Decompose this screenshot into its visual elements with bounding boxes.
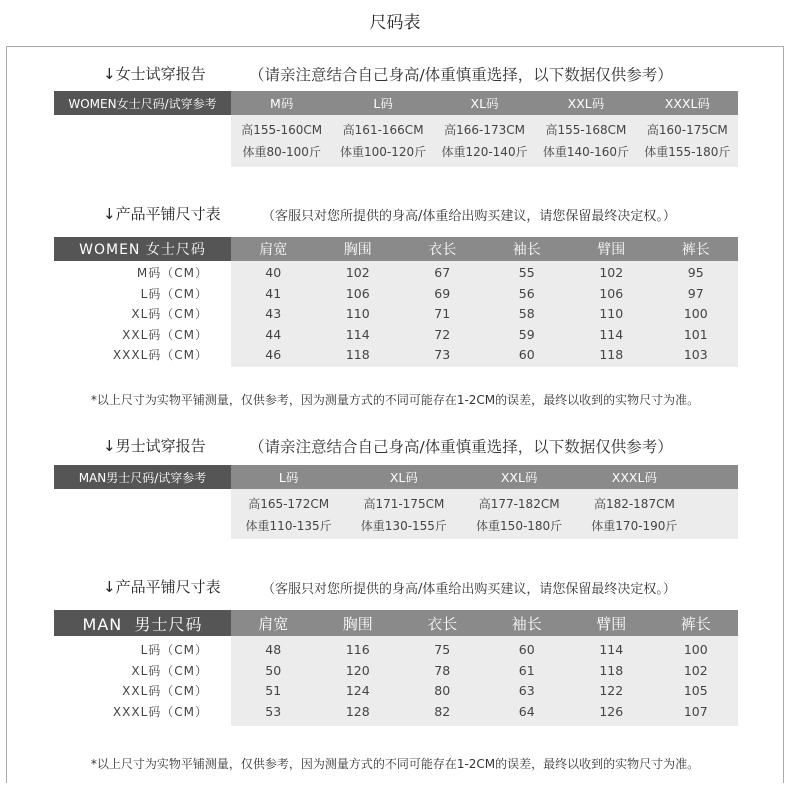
table-cell: 106 (599, 285, 624, 301)
table-cell: 51 (265, 683, 282, 698)
women-fit-size-bar (231, 91, 738, 115)
women-table-values (231, 263, 738, 366)
weight-range: 体重100-120斤 (340, 145, 427, 159)
weight-range: 体重120-140斤 (441, 145, 528, 159)
table-cell: 97 (687, 285, 704, 301)
table-cell: 114 (599, 642, 624, 657)
height-range: 高166-173CM (444, 123, 525, 137)
men-table-note: （客服只对您所提供的身高/体重给出购买建议，请您保留最终决定权。） (262, 582, 676, 597)
column-header: 衣长 (427, 614, 458, 633)
table-cell: 72 (434, 326, 451, 342)
women-fit-values (231, 119, 738, 163)
women-fit-size: XXL码 (567, 96, 605, 111)
table-cell: 110 (599, 306, 624, 321)
row-label: XL码（CM） (131, 307, 208, 321)
height-range: 高182-187CM (593, 497, 675, 511)
table-cell: 61 (518, 662, 535, 678)
row-label: XXXL码（CM） (112, 348, 208, 362)
table-cell: 59 (518, 326, 535, 342)
table-cell: 126 (599, 703, 624, 719)
table-cell: 100 (683, 306, 708, 321)
table-cell: 105 (683, 683, 708, 698)
table-cell: 102 (345, 265, 370, 280)
men-fit-size: XXL码 (500, 470, 538, 485)
table-cell: 58 (518, 306, 535, 321)
column-header: 肩宽 (259, 242, 288, 258)
table-cell: 67 (434, 265, 451, 280)
table-cell: 114 (345, 326, 370, 342)
column-header: 裤长 (680, 614, 711, 633)
table-cell: 80 (434, 683, 451, 698)
row-label: M码（CM） (136, 266, 208, 280)
table-cell: 44 (265, 326, 282, 342)
women-fit-size: L码 (373, 96, 393, 111)
men-table-values (231, 640, 738, 722)
table-cell: 56 (518, 285, 535, 301)
men-fit-label: MAN男士尺码/试穿参考 (54, 465, 231, 489)
row-label: XL码（CM） (131, 663, 208, 678)
table-cell: 95 (687, 265, 704, 280)
table-cell: 128 (345, 703, 370, 719)
women-fit-size: M码 (270, 96, 294, 111)
men-row-labels (60, 640, 208, 722)
weight-range: 体重170-190斤 (591, 519, 678, 533)
table-cell: 102 (599, 265, 624, 280)
women-table-column-bar (231, 237, 738, 261)
men-table-header (0, 576, 790, 600)
table-cell: 118 (599, 347, 624, 362)
table-cell: 124 (345, 683, 370, 698)
weight-range: 体重110-135斤 (245, 519, 332, 533)
men-fit-values (231, 493, 692, 537)
height-range: 高155-168CM (545, 123, 627, 137)
column-header: 臂围 (596, 614, 627, 633)
column-header: 袖长 (511, 614, 542, 633)
women-table-label: WOMEN 女士尺码 (54, 237, 231, 261)
height-range: 高171-175CM (363, 497, 445, 511)
table-cell: 40 (265, 265, 282, 280)
row-label: L码（CM） (140, 643, 208, 657)
weight-range: 体重155-180斤 (644, 145, 731, 159)
women-table-note: （客服只对您所提供的身高/体重给出购买建议，请您保留最终决定权。） (262, 209, 676, 224)
table-cell: 69 (434, 285, 451, 301)
row-label: XXL码（CM） (122, 684, 208, 698)
men-fit-size: L码 (278, 470, 299, 485)
men-fit-size: XXXL码 (611, 470, 657, 485)
table-cell: 78 (434, 662, 451, 678)
table-cell: 118 (599, 662, 624, 678)
men-fit-size-bar (231, 465, 738, 489)
table-cell: 63 (518, 683, 535, 698)
table-cell: 101 (683, 326, 708, 342)
table-cell: 122 (599, 683, 624, 698)
table-cell: 48 (265, 642, 282, 657)
table-cell: 118 (345, 347, 370, 362)
column-header: 衣长 (428, 242, 457, 258)
weight-range: 体重150-180斤 (476, 519, 563, 533)
table-cell: 103 (683, 347, 708, 362)
column-header: 肩宽 (258, 614, 289, 633)
column-header: 裤长 (681, 242, 710, 258)
row-label: L码（CM） (140, 286, 208, 301)
weight-range: 体重80-100斤 (242, 145, 321, 159)
table-cell: 75 (434, 642, 451, 657)
table-cell: 60 (518, 642, 535, 657)
column-header: 袖长 (512, 242, 541, 258)
women-fit-size: XXXL码 (664, 96, 710, 111)
women-row-labels (60, 263, 208, 366)
women-fit-note: （请亲注意结合自己身高/体重慎重选择，以下数据仅供参考） (249, 66, 673, 84)
men-fit-note: （请亲注意结合自己身高/体重慎重选择，以下数据仅供参考） (249, 438, 673, 456)
table-cell: 110 (345, 306, 370, 321)
table-cell: 82 (434, 703, 451, 719)
women-fit-size: XL码 (470, 96, 499, 111)
row-label: XXXL码（CM） (112, 704, 208, 719)
column-header: 臂围 (597, 242, 626, 258)
table-cell: 50 (265, 662, 282, 678)
men-table-label: MAN 男士尺码 (54, 610, 231, 636)
height-range: 高160-175CM (646, 123, 728, 137)
disclaimer-women: *以上尺寸为实物平铺测量，仅供参考，因为测量方式的不同可能存在1-2CM的误差，最终以收到的实物尺寸为准。 (90, 393, 700, 407)
men-fit-size: XL码 (389, 470, 418, 485)
table-cell: 107 (683, 703, 708, 719)
height-range: 高155-160CM (241, 123, 323, 137)
table-cell: 116 (345, 642, 370, 657)
table-cell: 102 (683, 662, 708, 678)
men-fit-heading: ↓男士试穿报告 (103, 437, 206, 455)
men-table-column-bar (231, 610, 738, 636)
table-cell: 64 (518, 703, 535, 719)
table-cell: 55 (518, 265, 535, 280)
table-cell: 53 (265, 703, 282, 719)
page-title: 尺码表 (369, 13, 421, 33)
women-fit-header (0, 63, 790, 87)
disclaimer-men: *以上尺寸为实物平铺测量，仅供参考，因为测量方式的不同可能存在1-2CM的误差，最终以收到的实物尺寸为准。 (90, 757, 700, 771)
women-table-heading: ↓产品平铺尺寸表 (103, 205, 221, 223)
height-range: 高165-172CM (248, 497, 330, 511)
table-cell: 43 (265, 306, 282, 321)
height-range: 高161-166CM (342, 123, 424, 137)
table-cell: 46 (265, 347, 282, 362)
men-table-heading: ↓产品平铺尺寸表 (103, 578, 221, 596)
table-cell: 106 (345, 285, 370, 301)
table-cell: 41 (265, 285, 282, 301)
table-cell: 100 (683, 642, 708, 657)
height-range: 高177-182CM (478, 497, 560, 511)
table-cell: 114 (599, 326, 624, 342)
column-header: 胸围 (342, 614, 373, 633)
row-label: XXL码（CM） (122, 327, 208, 342)
table-cell: 73 (434, 347, 451, 362)
men-fit-header (0, 435, 790, 459)
weight-range: 体重140-160斤 (542, 145, 629, 159)
women-fit-label: WOMEN女士尺码/试穿参考 (54, 91, 231, 115)
women-fit-heading: ↓女士试穿报告 (103, 65, 206, 83)
table-cell: 71 (434, 306, 451, 321)
women-table-header (0, 203, 790, 227)
column-header: 胸围 (343, 242, 372, 258)
table-cell: 120 (345, 662, 370, 678)
weight-range: 体重130-155斤 (360, 519, 447, 533)
table-cell: 60 (518, 347, 535, 362)
